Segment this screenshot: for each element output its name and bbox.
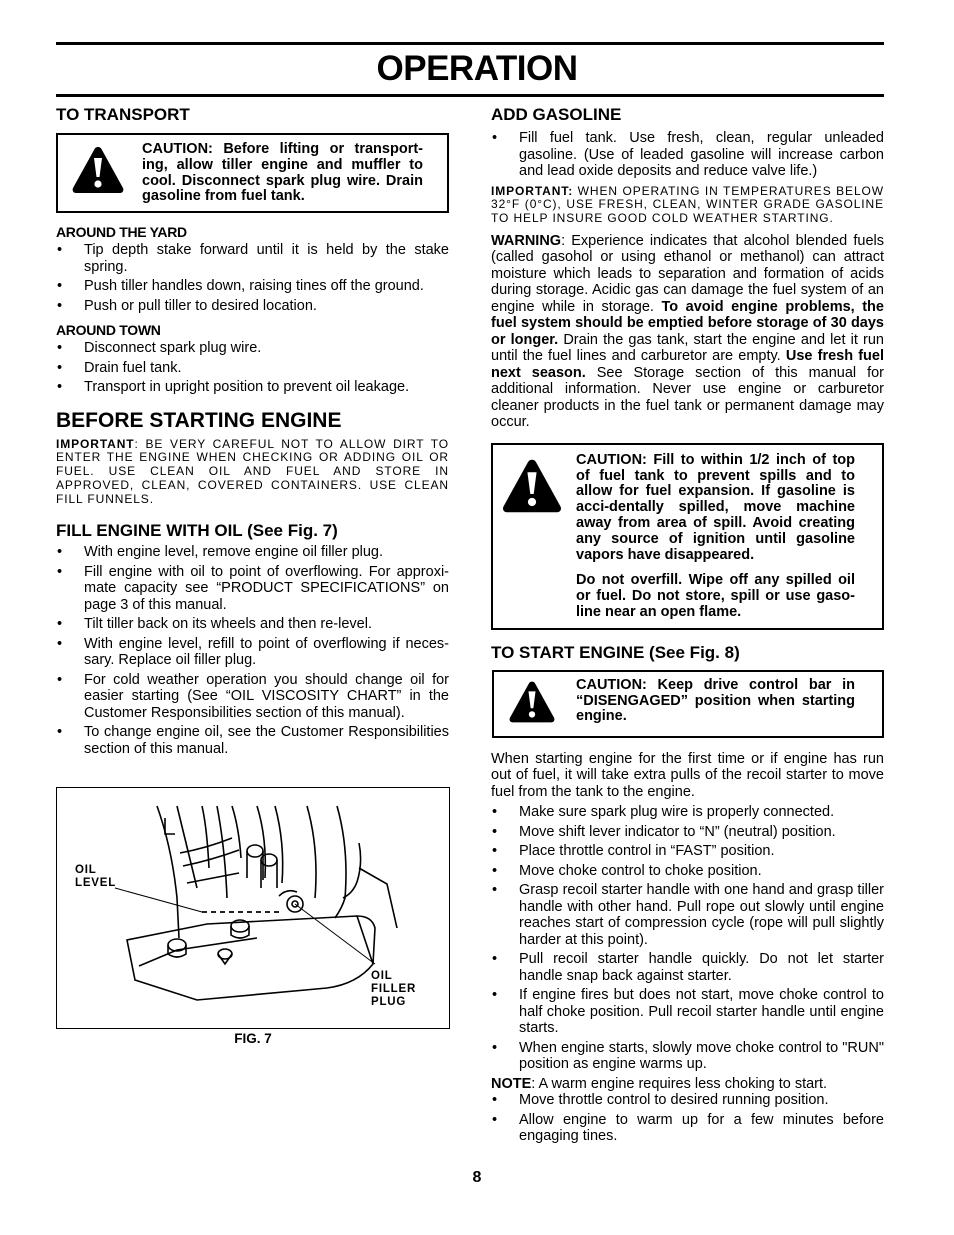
- list-item: • Tip depth stake forward until it is held by the stake spring.: [56, 242, 449, 275]
- gasoline-caution-text: CAUTION: Fill to within 1/2 inch of top of fuel tank to prevent spills and to allow for fuel expansion. If gasoline is acci-dentally spilled, move machine away from area of spill. Avoid creating any source of ignition until gasoline vapors have disappeared.: [576, 451, 855, 563]
- list-item: • Make sure spark plug wire is properly connected.: [491, 804, 884, 821]
- list-item: • Move throttle control to desired running position.: [491, 1092, 884, 1109]
- list-item: • Move choke control to choke position.: [491, 863, 884, 880]
- warning-label: WARNING: [491, 232, 562, 249]
- warning-icon: [507, 679, 557, 725]
- oil-filler-label-line3: PLUG: [371, 996, 407, 1008]
- oil-filler-label-line2: FILLER: [371, 983, 417, 995]
- figure-7: [56, 787, 450, 1029]
- oil-filler-label-line1: OIL: [371, 970, 393, 982]
- oil-level-label-line2: LEVEL: [75, 877, 117, 889]
- around-yard-list: [56, 242, 449, 314]
- note-text: : A warm engine requires less choking to start.: [531, 1075, 828, 1092]
- add-gasoline-heading: ADD GASOLINE: [491, 105, 622, 124]
- list-item: • Push tiller handles down, raising tines off the ground.: [56, 278, 449, 295]
- before-starting-heading: BEFORE STARTING ENGINE: [56, 408, 342, 432]
- list-item: • Move shift lever indicator to “N” (neutral) position.: [491, 824, 884, 841]
- list-item: • Drain fuel tank.: [56, 360, 449, 377]
- important-label: IMPORTANT:: [491, 183, 574, 198]
- list-item: • With engine level, remove engine oil filler plug.: [56, 544, 449, 561]
- list-item: • Fill fuel tank. Use fresh, clean, regular unleaded gasoline. (Use of leaded gasoline will increase carbon and lead oxide deposits and reduce valve life.): [491, 130, 884, 180]
- start-final-list: [491, 1092, 884, 1145]
- start-caution-box: [492, 670, 884, 738]
- list-item: • Push or pull tiller to desired location.: [56, 298, 449, 315]
- list-item: • With engine level, refill to point of overflowing if neces-sary. Replace oil filler plug.: [56, 636, 449, 669]
- right-column: [491, 105, 884, 1153]
- gasoline-caution-text-2: Do not overfill. Wipe off any spilled oil or fuel. Do not store, spill or use gaso-line near an open flame.: [576, 572, 855, 621]
- oil-level-label: [75, 864, 116, 890]
- important-text: : BE VERY CAREFUL NOT TO ALLOW DIRT TO ENTER THE ENGINE WHEN CHECKING OR ADDING OIL OR FUEL. USE CLEAN OIL AND FUEL AND STORE IN APPROVED, CLEAN, COVERED CONTAINERS. USE CLEAN FILL FUNNELS.: [56, 436, 449, 506]
- warning-text: : Experience indicates that alcohol blended fuels (called gasohol or using ethanol or methanol) can attract moisture which leads to separation and formation of acids during storage. Acidic gas can damage the fuel system of an engine while in storage.: [491, 232, 884, 315]
- start-engine-heading: TO START ENGINE (See Fig. 8): [491, 642, 740, 662]
- list-item: • Allow engine to warm up for a few minutes before engaging tines.: [491, 1112, 884, 1145]
- start-caution-text: CAUTION: Keep drive control bar in “DISENGAGED” position when starting engine.: [576, 676, 855, 725]
- warning-icon: [500, 456, 564, 516]
- list-item: • Tilt tiller back on its wheels and then re-level.: [56, 616, 449, 633]
- around-town-heading: AROUND TOWN: [56, 322, 161, 338]
- fill-oil-heading: FILL ENGINE WITH OIL (See Fig. 7): [56, 521, 338, 541]
- title-underline: [56, 94, 884, 97]
- gasoline-warning: [491, 233, 884, 431]
- gasoline-caution-box: [491, 443, 884, 630]
- list-item: • If engine fires but does not start, move choke control to half choke position. Pull recoil starter handle until engine starts.: [491, 987, 884, 1037]
- list-item: • Disconnect spark plug wire.: [56, 340, 449, 357]
- list-item: • Fill engine with oil to point of overflowing. For approxi-mate capacity see “PRODUCT SPECIFICATIONS” on page 3 of this manual.: [56, 564, 449, 614]
- oil-level-label-line1: OIL: [75, 864, 97, 876]
- transport-heading: TO TRANSPORT: [56, 105, 190, 124]
- important-label: IMPORTANT: [56, 436, 135, 451]
- list-item: • Grasp recoil starter handle with one hand and grasp tiller handle with other hand. Pull rope out slowly until engine reaches start of compression cycle (rope will pull slightly harder at this point).: [491, 882, 884, 948]
- before-starting-important: [56, 438, 449, 507]
- start-steps-list: [491, 804, 884, 1073]
- start-intro: When starting engine for the first time or if engine has run out of fuel, it will take extra pulls of the recoil starter to move fuel from the tank to the engine.: [491, 750, 884, 800]
- important-text: WHEN OPERATING IN TEMPERATURES BELOW 32°F (0°C), USE FRESH, CLEAN, WINTER GRADE GASOLINE TO HELP INSURE GOOD COLD WEATHER STARTING.: [491, 183, 884, 226]
- gasoline-important: [491, 185, 884, 226]
- list-item: • To change engine oil, see the Customer Responsibilities section of this manual.: [56, 724, 449, 757]
- fill-oil-list: [56, 544, 449, 757]
- top-rule: [56, 42, 884, 45]
- list-item: • Transport in upright position to prevent oil leakage.: [56, 379, 449, 396]
- note-label: NOTE: [491, 1075, 532, 1092]
- transport-caution-box: [56, 133, 449, 213]
- list-item: • Place throttle control in “FAST” position.: [491, 843, 884, 860]
- warning-text: See Storage section of this manual for additional information. Never use engine or carburetor cleaner products in the fuel tank or permanent damage may occur.: [491, 364, 884, 431]
- oil-filler-plug-label: [371, 970, 416, 1009]
- figure-7-caption: FIG. 7: [234, 1031, 272, 1046]
- around-yard-heading: AROUND THE YARD: [56, 224, 187, 240]
- warning-emphasis: To avoid engine problems, the fuel system should be emptied before storage of 30 days or longer.: [491, 298, 884, 348]
- warning-icon: [70, 144, 126, 196]
- start-note: [491, 1076, 884, 1093]
- warning-emphasis: Use fresh fuel next season.: [491, 348, 884, 381]
- add-gasoline-list: [491, 130, 884, 180]
- page-number: 8: [472, 1169, 482, 1186]
- list-item: • When engine starts, slowly move choke control to "RUN" position as engine warms up.: [491, 1040, 884, 1073]
- transport-caution-text: CAUTION: Before lifting or transport-ing, allow tiller engine and muffler to cool. Disconnect spark plug wire. Drain gasoline from fuel tank.: [142, 141, 423, 205]
- page-title: OPERATION: [376, 49, 578, 88]
- left-column: [56, 104, 449, 777]
- list-item: • For cold weather operation you should change oil for easier starting (See “OIL VISCOSITY CHART” in the Customer Responsibilities section of this manual).: [56, 672, 449, 722]
- around-town-list: [56, 340, 449, 396]
- warning-text: Drain the gas tank, start the engine and let it run until the fuel lines and carburetor are empty.: [491, 331, 884, 365]
- list-item: • Pull recoil starter handle quickly. Do not let starter handle snap back against starter.: [491, 951, 884, 984]
